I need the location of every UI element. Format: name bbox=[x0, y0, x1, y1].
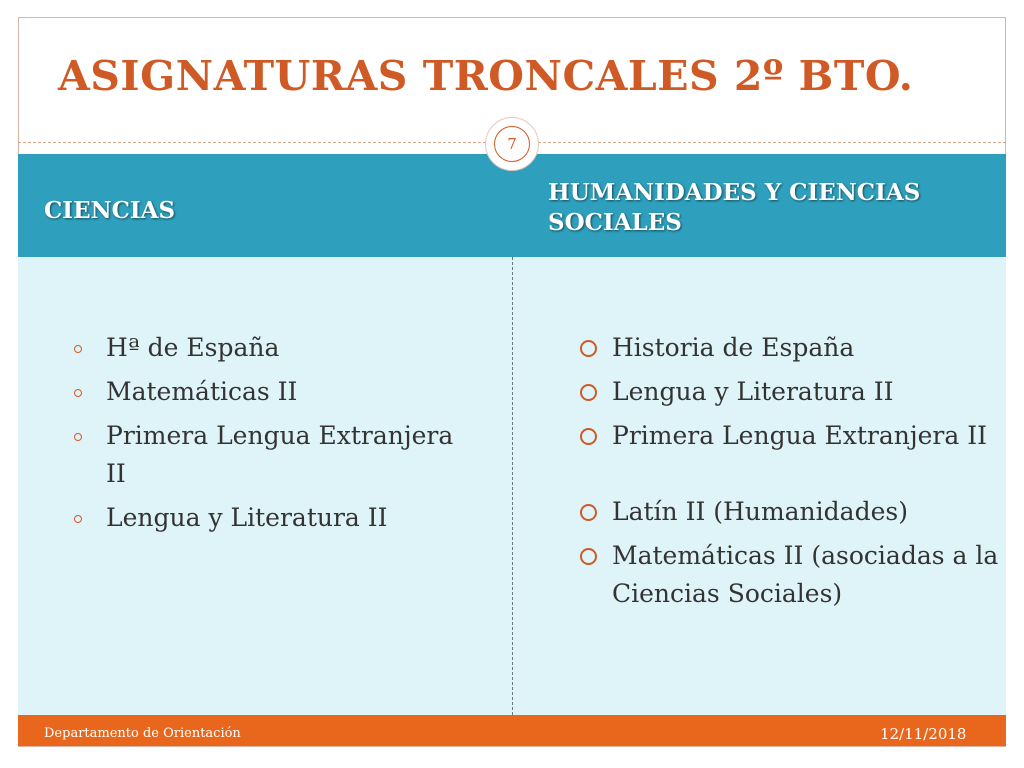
circle-bullet-icon bbox=[580, 548, 597, 565]
list-item-text: Matemáticas II bbox=[106, 377, 298, 406]
list-item bbox=[74, 417, 474, 493]
list-item bbox=[580, 493, 1000, 531]
footer-department: Departamento de Orientación bbox=[44, 726, 241, 741]
list-item-text: Primera Lengua Extranjera II bbox=[612, 421, 987, 450]
slide-number: 7 bbox=[494, 126, 530, 162]
circle-bullet-icon bbox=[580, 504, 597, 521]
circle-bullet-icon bbox=[74, 389, 82, 397]
column-header-ciencias: CIENCIAS bbox=[44, 197, 176, 224]
list-item bbox=[580, 417, 1000, 455]
list-item bbox=[74, 499, 474, 537]
ciencias-list bbox=[74, 329, 474, 543]
circle-bullet-icon bbox=[74, 345, 82, 353]
list-item bbox=[74, 373, 474, 411]
circle-bullet-icon bbox=[580, 384, 597, 401]
list-item-text: Latín II (Humanidades) bbox=[612, 497, 908, 526]
list-item bbox=[580, 373, 1000, 411]
circle-bullet-icon bbox=[74, 433, 82, 441]
list-item bbox=[580, 537, 1000, 613]
slide-number-badge bbox=[486, 118, 538, 170]
circle-bullet-icon bbox=[580, 428, 597, 445]
column-header-humanidades: HUMANIDADES Y CIENCIAS SOCIALES bbox=[548, 179, 921, 236]
humanidades-list bbox=[580, 329, 1000, 619]
list-item-text: Matemáticas II (asociadas a la Ciencias Sociales) bbox=[612, 541, 999, 608]
slide-title: ASIGNATURAS TRONCALES 2º BTO. bbox=[58, 52, 914, 100]
list-item-text: Hª de España bbox=[106, 333, 280, 362]
list-item-text: Lengua y Literatura II bbox=[106, 503, 388, 532]
column-divider bbox=[512, 257, 513, 715]
list-item-text: Historia de España bbox=[612, 333, 855, 362]
list-item-text: Primera Lengua Extranjera II bbox=[106, 421, 454, 488]
list-item bbox=[580, 329, 1000, 367]
list-item-text: Lengua y Literatura II bbox=[612, 377, 894, 406]
circle-bullet-icon bbox=[580, 340, 597, 357]
circle-bullet-icon bbox=[74, 515, 82, 523]
footer-date: 12/11/2018 bbox=[880, 725, 967, 743]
list-item bbox=[74, 329, 474, 367]
